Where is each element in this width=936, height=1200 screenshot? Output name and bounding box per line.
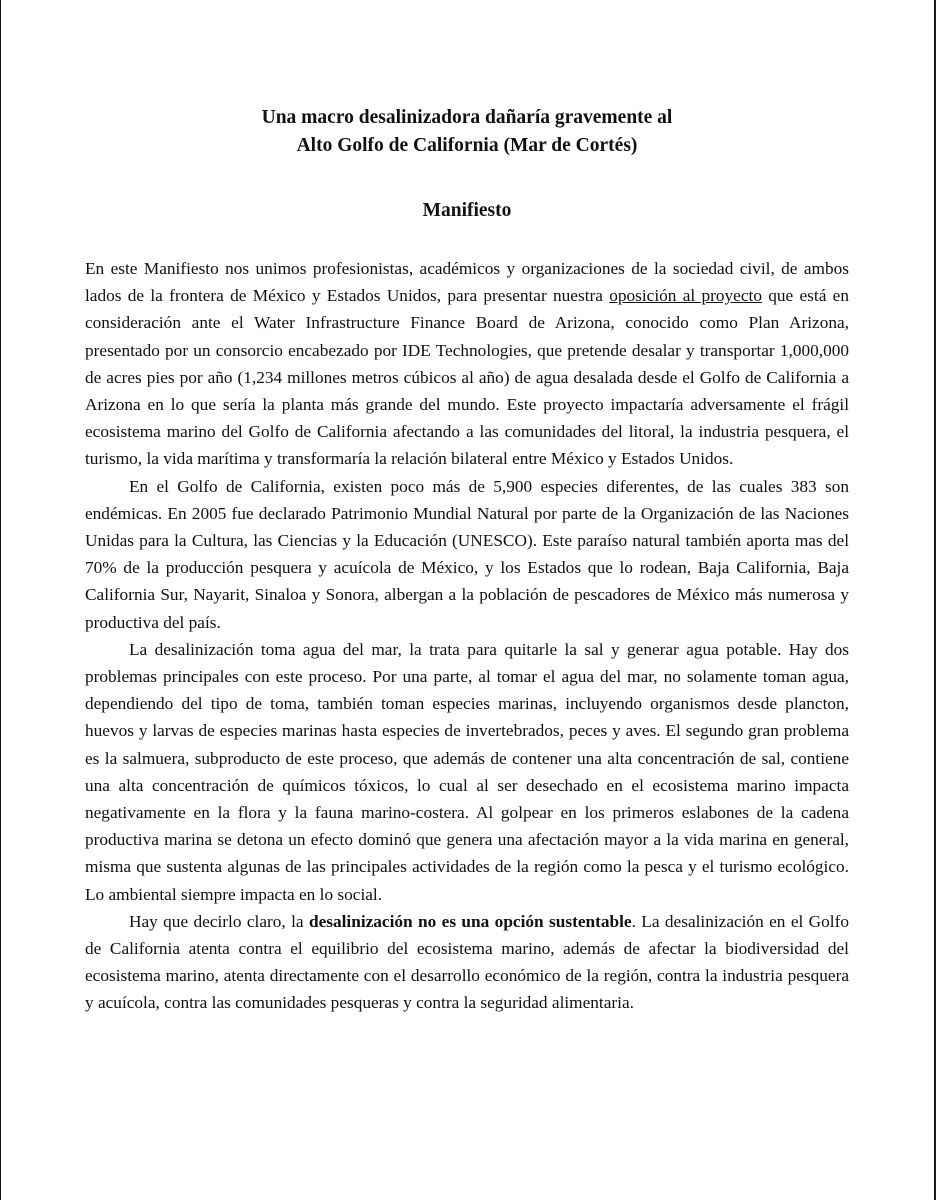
paragraph-4-text-b: . La desalinización en el Golfo de California atenta contra el equilibrio del ecosistema marino, además de afectar la biodiversidad del ecosistema marino, atenta directamente con el desarrollo económico de la región, contra la industria pesquera y acuícola, contra las comunidades pesqueras y contra la seguridad alimentaria. [85,911,849,1013]
paragraph-1 [85,255,849,473]
paragraph-3: La desalinización toma agua del mar, la trata para quitarle la sal y generar agua potable. Hay dos problemas principales con este proceso. Por una parte, al tomar el agua del mar, no solamente toman agua, dependiendo del tipo de toma, también toman especies marinas, incluyendo organismos desde plancton, huevos y larvas de especies marinas hasta especies de invertebrados, peces y aves. El segundo gran problema es la salmuera, subproducto de este proceso, que además de contener una alta concentración de sal, contiene una alta concentración de químicos tóxicos, lo cual al ser desechado en el ecosistema marino impacta negativamente en la flora y la fauna marino-costera. Al golpear en los primeros eslabones de la cadena productiva marina se detona un efecto dominó que genera una afectación mayor a la vida marina en general, misma que sustenta algunas de las principales actividades de la región como la pesca y el turismo ecológico. Lo ambiental siempre impacta en lo social. [85,639,849,904]
paragraph-4 [85,908,849,1017]
document-body [85,255,849,1017]
title-line-1: Una macro desalinizadora dañaría gravemente al [261,107,673,128]
page-edge-left [0,0,1,1200]
document-subtitle: Manifiesto [422,200,512,221]
title-line-2: Alto Golfo de California (Mar de Cortés) [296,135,638,156]
paragraph-1-text-b: que está en consideración ante el Water Infrastructure Finance Board de Arizona, conocido como Plan Arizona, presentado por un consorcio encabezado por IDE Technologies, que pretende desalar y transportar 1,000,000 de acres pies por año (1,234 millones metros cúbicos al año) de agua desalada desde el Golfo de California a Arizona en lo que sería la planta más grande del mundo. Este proyecto impactaría adversamente el frágil ecosistema marino del Golfo de California afectando a las comunidades del litoral, la industria pesquera, el turismo, la vida marítima y transformaría la relación bilateral entre México y Estados Unidos. [85,286,849,469]
paragraph-2: En el Golfo de California, existen poco más de 5,900 especies diferentes, de las cuales 383 son endémicas. En 2005 fue declarado Patrimonio Mundial Natural por parte de la Organización de las Naciones Unidas para la Cultura, las Ciencias y la Educación (UNESCO). Este paraíso natural también aporta mas del 70% de la producción pesquera y acuícola de México, y los Estados que lo rodean, Baja California, Baja California Sur, Nayarit, Sinaloa y Sonora, albergan a la población de pescadores de México más numerosa y productiva del país. [85,476,849,632]
paragraph-4-text-a: Hay que decirlo claro, la [129,911,309,931]
opposition-link[interactable]: oposición al proyecto [609,286,762,306]
document-content [85,104,849,1017]
paragraph-1-text-a: En este Manifiesto nos unimos profesionistas, académicos y organizaciones de la sociedad civil, de ambos lados de la frontera de México y Estados Unidos, para presentar nuestra [85,259,849,306]
paragraph-4-bold-text: desalinización no es una opción sustentable [308,911,632,931]
document-title [85,104,849,160]
